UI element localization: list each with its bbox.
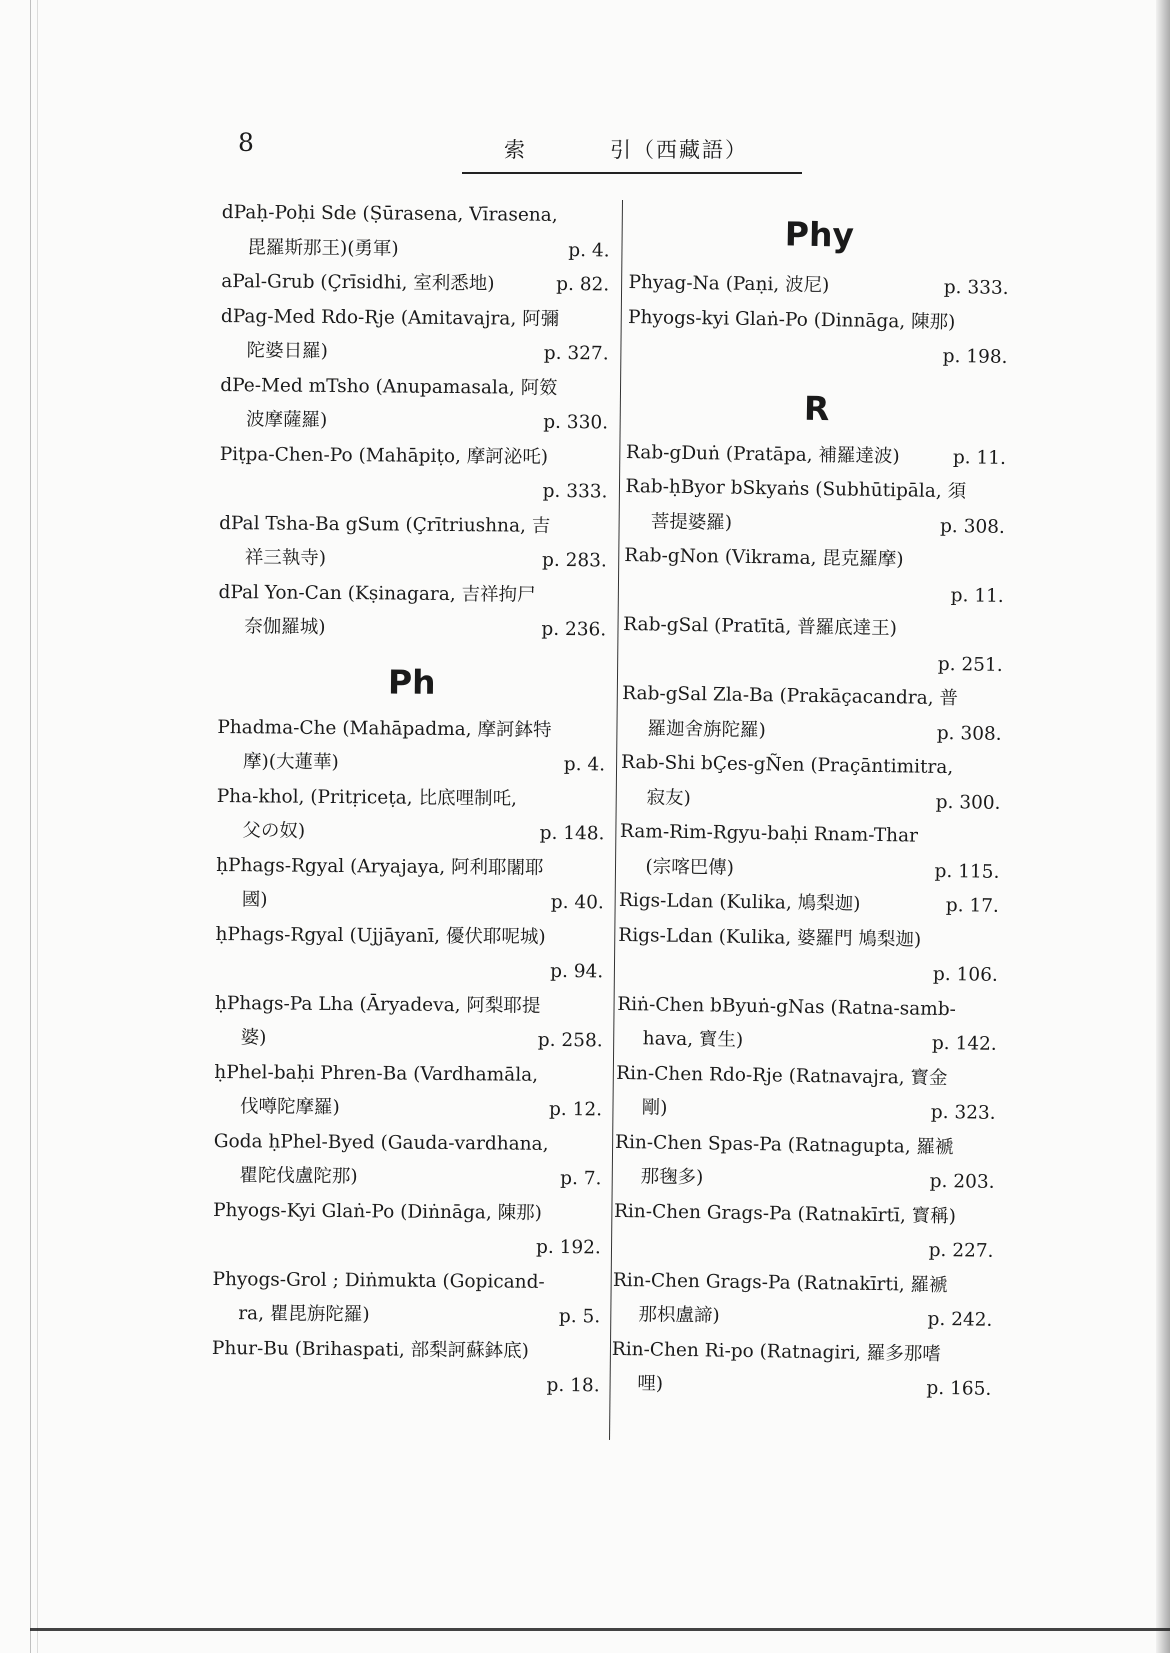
index-entry-line	[214, 1124, 602, 1162]
entry-text: Phadma-Che (Mahāpadma, 摩訶鉢特	[217, 716, 552, 741]
index-entry-line	[623, 608, 1003, 648]
entry-text: Phyogs-Kyi Glaṅ-Po (Diṅnāga, 陳那)	[213, 1199, 542, 1224]
index-entry-continuation	[612, 1298, 992, 1338]
entry-text: 那枳盧諦)	[638, 1304, 720, 1327]
index-entry-line	[219, 506, 607, 544]
page-reference: p. 165.	[926, 1377, 992, 1400]
entry-text: Rab-gNon (Vikrama, 毘克羅摩)	[624, 544, 904, 571]
index-entry-line	[214, 1055, 602, 1093]
entry-text: Rin-Chen Rdo-Rje (Ratnavajra, 寳金	[616, 1062, 948, 1089]
index-entry-continuation	[219, 472, 607, 510]
page-reference: p. 7.	[560, 1167, 602, 1190]
entry-text: 剛)	[641, 1097, 668, 1119]
index-entry-continuation	[217, 745, 605, 783]
entry-text: Rigs-Ldan (Kulika, 鳩梨迦)	[618, 889, 861, 915]
page-reference: p. 11.	[950, 584, 1004, 607]
index-entry-line	[217, 779, 605, 817]
page-reference: p. 18.	[546, 1374, 600, 1397]
entry-text: 羅迦舍旃陀羅)	[647, 717, 767, 741]
left-index-column	[211, 196, 609, 1404]
index-entry-continuation	[216, 883, 604, 921]
entry-text: Rin-Chen Spas-Pa (Ratnagupta, 羅褫	[614, 1131, 954, 1158]
section-heading: Ph	[387, 661, 436, 702]
entry-text: Rab-gSal (Pratītā, 普羅底達王)	[623, 613, 898, 640]
entry-text: Phyag-Na (Paṇi, 波尼)	[628, 271, 830, 297]
entry-text: Rin-Chen Grags-Pa (Ratnakīrtī, 寳稱)	[613, 1200, 957, 1227]
section-heading: R	[803, 388, 830, 428]
index-entry-line	[215, 986, 603, 1024]
index-entry-continuation	[622, 642, 1002, 682]
index-entry-line	[218, 575, 606, 613]
index-entry-line	[613, 1263, 993, 1303]
index-entry-continuation	[213, 1159, 601, 1197]
page-reference: p. 327.	[543, 342, 609, 365]
page-reference: p. 11.	[952, 446, 1007, 469]
entry-text: 婆)	[240, 1027, 267, 1049]
entry-text: Pha-khol, (Pritṛiceṭa, 比底哩制吒,	[216, 785, 517, 810]
page-number: 8	[238, 128, 254, 157]
page-reference: p. 198.	[942, 345, 1008, 368]
scan-edge-bottom	[30, 1628, 1170, 1636]
index-entry-continuation	[211, 1366, 599, 1404]
index-entry-continuation	[615, 1091, 995, 1131]
index-entry-line	[614, 1194, 994, 1234]
entry-text: Rin-Chen Ri-po (Ratnagiri, 羅多那嗜	[611, 1338, 942, 1365]
entry-text: dPal Tsha-Ba gSum (Çrītriushna, 吉	[219, 512, 551, 537]
entry-text: 陀婆日羅)	[246, 340, 328, 362]
page-reference: p. 227.	[928, 1239, 994, 1262]
entry-text: Rin-Chen Grags-Pa (Ratnakīrti, 羅褫	[612, 1269, 948, 1296]
index-entry-line	[212, 1262, 600, 1300]
page-reference: p. 203.	[929, 1170, 995, 1193]
index-entry-line	[616, 1056, 996, 1096]
index-entry-line	[624, 539, 1004, 579]
index-entry-line	[628, 300, 1008, 340]
index-entry-continuation	[218, 610, 606, 648]
index-entry-line	[628, 266, 1008, 306]
index-entry-line	[222, 196, 610, 234]
page-reference: p. 308.	[936, 722, 1002, 745]
index-entry-continuation	[220, 334, 608, 372]
index-entry-continuation	[611, 1367, 991, 1407]
entry-text: Phyogs-Grol ; Diṅmukta (Gopicand-	[212, 1268, 545, 1293]
section-heading: Phy	[784, 214, 855, 255]
running-head-part-2: 引（西藏語）	[610, 138, 748, 162]
entry-text: Phyogs-kyi Glaṅ-Po (Dinnāga, 陳那)	[627, 306, 956, 333]
entry-text: (宗喀巴傳)	[645, 855, 735, 879]
entry-text: Goda ḥPhel-Byed (Gauda-vardhana,	[213, 1130, 549, 1155]
page-reference: p. 4.	[568, 239, 610, 261]
page-reference: p. 5.	[558, 1305, 601, 1328]
entry-text: Piṭpa-Chen-Po (Mahāpiṭo, 摩訶泌吒)	[219, 443, 549, 468]
index-entry-line	[621, 746, 1001, 786]
entry-text: Ram-Rim-Rgyu-baḥi Rnam-Thar	[619, 820, 919, 847]
page-reference: p. 40.	[550, 891, 604, 914]
index-entry-line	[619, 884, 999, 924]
index-entry-continuation	[621, 711, 1001, 751]
index-entry-continuation	[614, 1160, 994, 1200]
entry-text: ḥPhags-Rgyal (Aryajaya, 阿利耶闍耶	[216, 854, 544, 879]
index-entry-line	[212, 1331, 600, 1369]
page-reference: p. 283.	[541, 549, 607, 572]
entry-text: dPal Yon-Can (Kṣinagara, 吉祥拘尸	[218, 581, 536, 606]
page-reference: p. 142.	[931, 1032, 997, 1055]
entry-text: ḥPhel-baḥi Phren-Ba (Vardhamāla,	[214, 1061, 539, 1086]
entry-text: Rab-Shi bÇes-gÑen (Praçāntimitra,	[620, 751, 954, 779]
page-reference: p. 258.	[537, 1029, 603, 1052]
entry-text: ḥPhags-Rgyal (Ujjāyanī, 優伏耶呢城)	[215, 923, 546, 948]
entry-text: 菩提婆羅)	[650, 510, 733, 534]
entry-text: 祥三執寺)	[244, 547, 327, 569]
entry-text: 寂友)	[646, 786, 691, 809]
index-entry-line	[220, 437, 608, 475]
scan-edge-right	[1156, 0, 1170, 1653]
entry-text: 瞿陀伐盧陀那)	[239, 1165, 358, 1188]
entry-text: 伐噂陀摩羅)	[239, 1096, 340, 1119]
index-entry-line	[615, 1125, 995, 1165]
entry-text: dPe-Med mTsho (Anupamasala, 阿笯	[220, 374, 558, 399]
header-rule	[462, 172, 802, 174]
entry-text: Rigs-Ldan (Kulika, 婆羅門 鳩梨迦)	[618, 924, 922, 951]
right-index-column	[611, 196, 1010, 1407]
index-entry-line	[217, 710, 605, 748]
entry-text: 摩)(大蓮華)	[242, 751, 339, 774]
entry-text: dPag-Med Rdo-Rje (Amitavajra, 阿彌	[220, 305, 560, 330]
entry-text: ḥPhags-Pa Lha (Āryadeva, 阿梨耶提	[214, 992, 541, 1017]
entry-text: 哩)	[637, 1373, 664, 1395]
index-entry-line	[221, 265, 609, 303]
page-reference: p. 300.	[935, 791, 1001, 814]
entry-text: 奈伽羅城)	[244, 616, 326, 638]
index-entry-line	[626, 435, 1006, 475]
entry-text: Rab-gDuṅ (Pratāpa, 補羅達波)	[625, 441, 900, 467]
entry-text: Phur-Bu (Brihaspati, 部梨訶蘇鉢底)	[211, 1337, 530, 1362]
index-entry-continuation	[616, 1022, 996, 1062]
page-reference: p. 333.	[542, 480, 608, 503]
index-entry-line	[618, 918, 998, 958]
page-reference: p. 333.	[943, 276, 1009, 299]
index-entry-continuation	[216, 814, 604, 852]
index-entry-continuation	[620, 780, 1000, 820]
index-entry-continuation	[618, 953, 998, 993]
index-entry-line	[625, 470, 1005, 510]
page-reference: p. 94.	[550, 960, 604, 983]
entry-text: Rab-gSal Zla-Ba (Prakāçacandra, 普	[622, 682, 959, 710]
index-entry-line	[612, 1332, 992, 1372]
page-reference: p. 17.	[945, 895, 1000, 917]
index-entry-continuation	[625, 504, 1005, 544]
page-reference: p. 148.	[539, 822, 605, 845]
entry-text: 毘羅斯那王)(勇軍)	[247, 236, 399, 260]
page-reference: p. 115.	[934, 860, 1000, 883]
index-entry-continuation	[624, 573, 1004, 613]
index-entry-continuation	[214, 1021, 602, 1059]
page-reference: p. 323.	[930, 1101, 996, 1124]
index-entry-line	[220, 368, 608, 406]
page-reference: p. 242.	[927, 1308, 993, 1331]
page-reference: p. 251.	[937, 653, 1003, 676]
entry-text: Riṅ-Chen bByuṅ-gNas (Ratna-samb-	[617, 993, 957, 1020]
page-reference: p. 82.	[556, 273, 610, 296]
entry-text: 國)	[241, 889, 268, 911]
index-entry-line	[215, 917, 603, 955]
index-entry-continuation	[220, 403, 608, 441]
index-entry-continuation	[219, 541, 607, 579]
index-entry-line	[213, 1193, 601, 1231]
page-reference: p. 236.	[541, 618, 607, 641]
page-reference: p. 106.	[932, 963, 998, 986]
index-entry-line	[620, 815, 1000, 855]
index-entry-continuation	[214, 1090, 602, 1128]
index-entry-line	[216, 848, 604, 886]
index-entry-line	[622, 677, 1002, 717]
entry-text: 父の奴)	[242, 820, 306, 842]
entry-text: 波摩薩羅)	[245, 409, 328, 431]
index-entry-continuation	[213, 1228, 601, 1266]
running-head-part-1: 索	[504, 138, 527, 162]
page-reference: p. 330.	[543, 411, 609, 434]
index-entry-continuation	[212, 1297, 600, 1335]
index-entry-continuation	[627, 335, 1007, 375]
entry-text: 那毱多)	[640, 1166, 704, 1189]
page-reference: p. 192.	[535, 1236, 601, 1259]
entry-text: hava, 寳生)	[642, 1028, 744, 1051]
index-entry-continuation	[215, 952, 603, 990]
scan-edge-left	[30, 0, 38, 1653]
page-reference: p. 308.	[939, 515, 1006, 538]
index-entry-line	[221, 299, 609, 337]
entry-text: ra, 瞿毘旃陀羅)	[238, 1303, 370, 1326]
entry-text: dPaḥ-Poḥi Sde (Ṣūrasena, Vīrasena,	[221, 201, 558, 226]
index-entry-continuation	[221, 230, 609, 268]
entry-text: aPal-Grub (Çrīsidhi, 室利悉地)	[221, 270, 495, 295]
page-reference: p. 4.	[563, 754, 606, 776]
entry-text: Rab-ḥByor bSkyaṅs (Subhūtipāla, 須	[625, 475, 967, 503]
page-reference: p. 12.	[548, 1098, 603, 1121]
